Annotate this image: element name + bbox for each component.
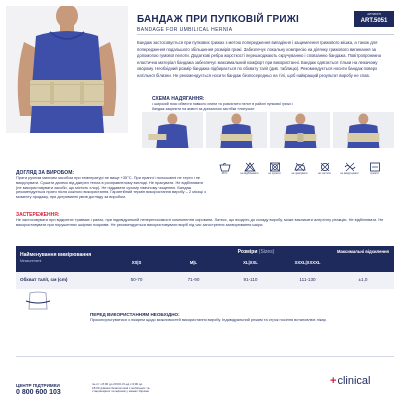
step-image-3 [270, 112, 331, 148]
how-to-wear-steps [142, 112, 394, 148]
care-icons [214, 162, 394, 202]
table-cell: 71-90 [187, 277, 200, 282]
sizes-label: Розміри [237, 249, 258, 255]
article-label: АРТИКУЛ [367, 12, 381, 16]
size-column: XXXL|XXXXL [294, 260, 321, 265]
measurement-header: Найменування вимірювання [20, 252, 92, 258]
no-iron-icon [289, 162, 310, 179]
warning-title: ЗАСТЕРЕЖЕННЯ: [16, 212, 60, 218]
size-table-header [16, 246, 394, 272]
care-icon-label: не викручувати [340, 172, 359, 175]
title-divider [137, 34, 394, 35]
before-use-text: Проконсультуватися з лікарем щодо можливостей використання виробу. Індивідуальний режим та строк носіння встановлює лікар. [90, 317, 327, 322]
care-text: Прати ручним миючим засобом при температурі не вище +35°С. При пранні і полосканні не терти і не викручувати. Сушити далеко від джерел тепла в розправленому вигляді. Не прасувати. Не відбілювати (не використовувати засоби, що містять хлор). Не піддавати сухому хімічному чищенню. Бандаж рекомендується прати після кожного використання. Гарантійний термін використання виробу – 2 місяці з моменту продажу, при дотриманні умов догляду за виробом. [16, 175, 206, 200]
care-icon-label: не відбілювати [240, 172, 259, 175]
step-image-4 [333, 112, 394, 148]
how-to-wear-text: • широкий пояс обвести навколо спини та розмістити пелот в районі пупкової грижі • бандаж закріпити на животі за допомогою застібки «липучка» [152, 102, 293, 111]
measurement-header-sub: Measurement [20, 259, 42, 263]
footer-divider [16, 356, 394, 357]
article-number: ART.5051 [360, 18, 388, 24]
size-column: XS|S [131, 260, 142, 265]
table-row [16, 272, 394, 289]
sizes-header [166, 249, 346, 255]
before-use-title: ПЕРЕД ВИКОРИСТАННЯМ НЕОБХІДНО: [90, 312, 180, 317]
row-values [108, 277, 336, 282]
step-image-1 [142, 112, 203, 148]
care-icon-label: не чистити [318, 172, 331, 175]
size-column: M|L [189, 260, 198, 265]
size-column: XL|XXL [243, 260, 258, 265]
article-badge [354, 11, 394, 27]
hand-wash-icon [214, 162, 235, 179]
care-icon-label: 35°C [221, 172, 228, 175]
no-bleach-icon [239, 162, 260, 179]
table-cell: 111-130 [299, 277, 316, 282]
care-icon-label: сушити [370, 172, 379, 175]
waist-measure-icon [20, 291, 56, 311]
sizes-sub: (Sizes) [258, 249, 275, 255]
support-hours-note: пн-пт з 8:00 до 20:00 сб-нд з 9:00 до 18:00 дзвінки безкоштовні з мобільних та стаціонарних телефонів у межах України [92, 382, 150, 394]
row-label: Обхват талії, см (cm) [20, 277, 68, 282]
product-subtitle: BANDAGE FOR UMBILICAL HERNIA [137, 27, 233, 33]
care-icon-label: не прасувати [291, 172, 308, 175]
no-tumble-dry-icon [264, 162, 285, 179]
logo-wordmark: clinical [337, 375, 371, 387]
max-deviation-header: Максимальні відхилення [336, 249, 389, 254]
warning-text: Не застосовувати при відкритих травмах і ранах, при індивідуальній непереносимості компонентів сировини. Латекс, що входить до складу виробу, може викликати алергічну реакцію. Не відбілювати. Не використовувати при порушеннях шкірних покривів. Не рекомендується використовувати виріб під час загострення захворювання шкіри. [16, 217, 384, 227]
logo-plus-icon: + [330, 375, 337, 387]
size-table [16, 246, 394, 312]
flat-dry-icon [364, 162, 385, 179]
row-max-deviation: ±1,0 [358, 277, 368, 282]
support-center-label: ЦЕНТР ПІДТРИМКИ [16, 383, 60, 388]
table-cell: 91-110 [243, 277, 258, 282]
no-dry-clean-icon [314, 162, 335, 179]
size-columns [108, 260, 336, 265]
table-cell: 50-70 [130, 277, 143, 282]
step-image-2 [206, 112, 267, 148]
model-wearing-bandage-illustration [6, 6, 128, 133]
support-phone[interactable]: 0 800 600 103 [16, 389, 61, 396]
product-description: Бандаж застосовується при пупкових грижах з метою попередження випадіння і защемлення грижового мішка, а також для попередження подальшого збільшення розмірів грижі. Забезпечує локальну компресію на ділянку грижового випинання за допомогою гумової пелоти. Додаткові ребра жорсткості перешкоджають скручуванню і сповзанню бандажа. Повітропроникна еластична матеріал бандажа забезпечує максимальний комфорт при використанні. Бандаж одягається тільки на лежачому хворому. Необхідний розмір бандажа підбирається по обхвату талії (див. таблицю). Рекомендується носити бандаж поверх натільної білизни. Не рекомендується носити бандаж безпосередньо на тілі, щоб найкращий результат виробу не спав. [137, 40, 381, 78]
care-icon-label: не сушити [268, 172, 281, 175]
clinical-logo [330, 376, 370, 387]
product-photo [6, 6, 128, 133]
care-title: ДОГЛЯД ЗА ВИРОБОМ: [16, 170, 75, 176]
how-to-wear-title: СХЕМА НАДЯГАННЯ: [152, 96, 205, 102]
no-wring-icon [339, 162, 360, 179]
product-title: БАНДАЖ ПРИ ПУПКОВІЙ ГРИЖІ [137, 14, 300, 25]
